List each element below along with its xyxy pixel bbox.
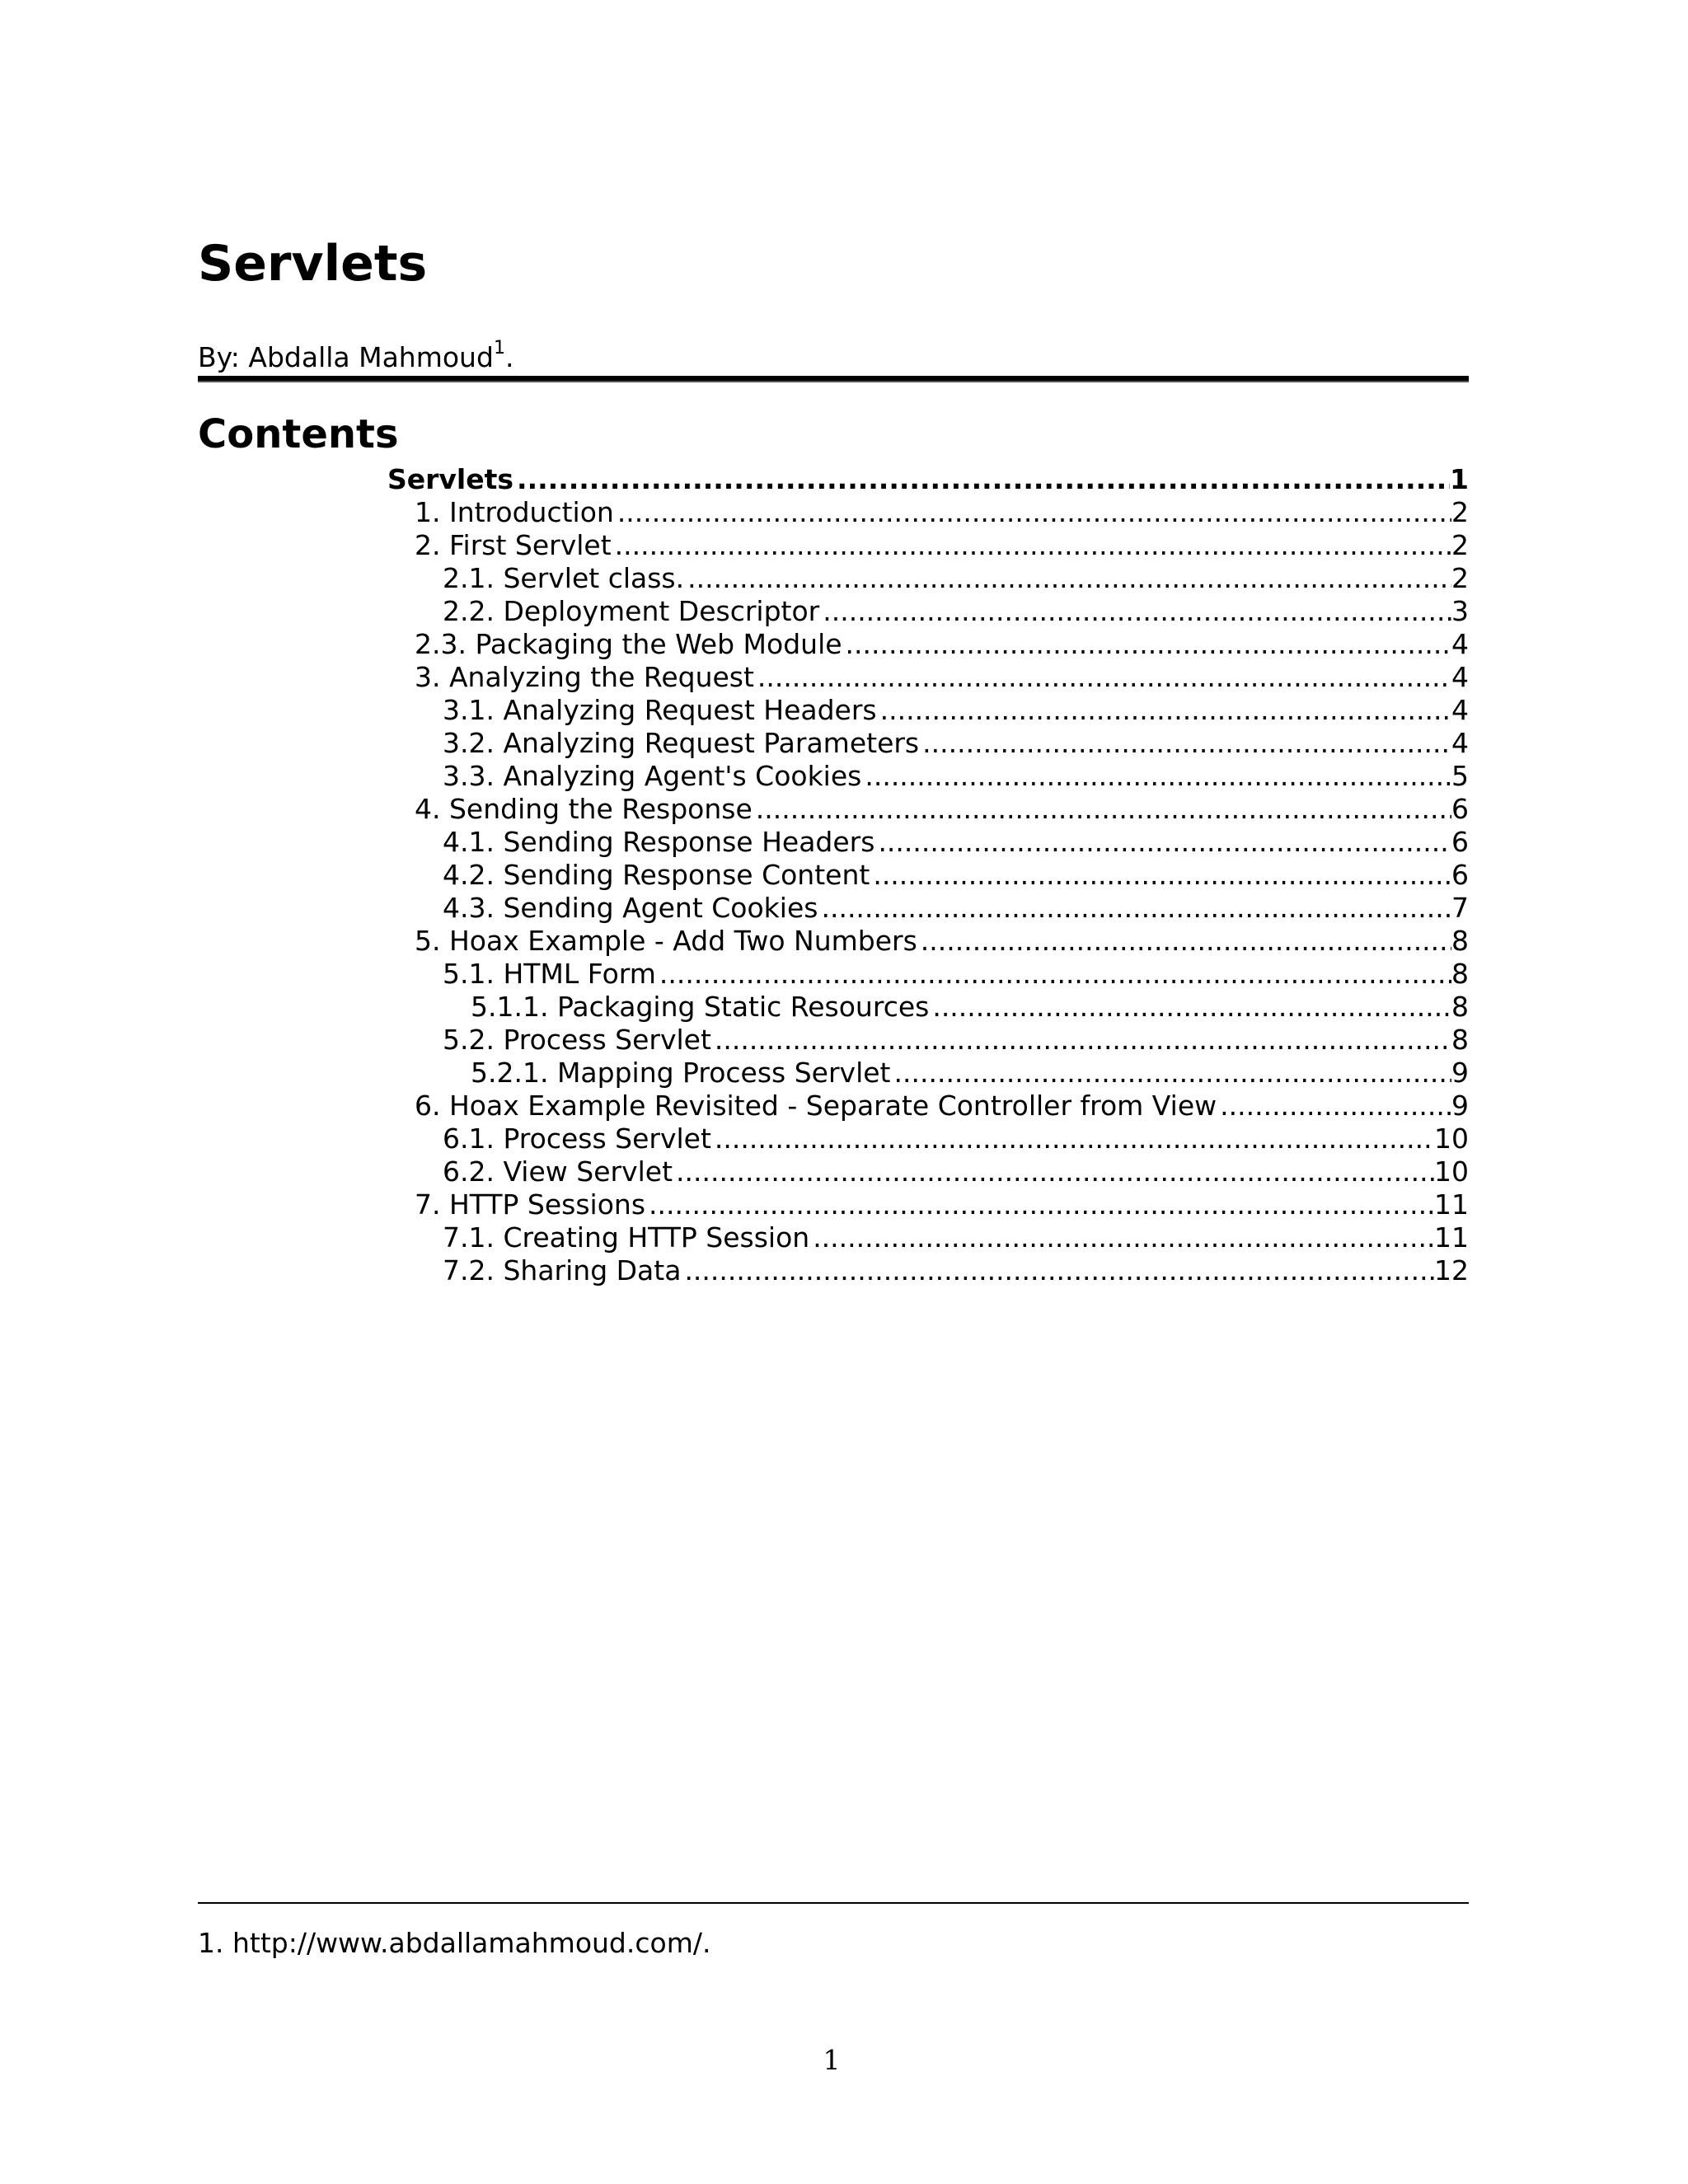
toc-entry-label: 7.2. Sharing Data	[443, 1254, 682, 1286]
title-divider	[198, 376, 1469, 381]
toc-entry-label: 6.2. View Servlet	[443, 1155, 673, 1188]
toc-entry-page: 4	[1451, 661, 1469, 693]
toc-entry-page: 2	[1451, 496, 1469, 528]
toc-dot-leader	[877, 694, 1451, 727]
toc-entry-page: 6	[1451, 793, 1469, 825]
document-title: Servlets	[198, 235, 428, 293]
toc-entry[interactable]	[387, 991, 1469, 1024]
author-byline	[198, 338, 514, 373]
toc-entry-page: 8	[1451, 958, 1469, 990]
toc-entry-label: 1. Introduction	[415, 496, 614, 528]
toc-entry[interactable]	[387, 1221, 1469, 1254]
toc-entry-page: 8	[1451, 925, 1469, 957]
toc-dot-leader	[645, 1188, 1434, 1221]
toc-entry-page: 10	[1434, 1122, 1469, 1155]
toc-entry-page: 2	[1451, 562, 1469, 594]
toc-dot-leader	[711, 1122, 1434, 1155]
toc-entry-page: 8	[1451, 991, 1469, 1023]
toc-dot-leader	[809, 1221, 1434, 1254]
toc-dot-leader	[917, 925, 1451, 958]
toc-entry[interactable]	[387, 1024, 1469, 1057]
toc-dot-leader	[929, 991, 1451, 1024]
toc-entry[interactable]	[387, 562, 1469, 595]
toc-entry-label: 4. Sending the Response	[415, 793, 753, 825]
toc-entry-label: 4.3. Sending Agent Cookies	[443, 892, 818, 924]
toc-entry-page: 2	[1451, 529, 1469, 561]
toc-entry-label: 6.1. Process Servlet	[443, 1122, 711, 1155]
toc-dot-leader	[818, 892, 1451, 925]
toc-dot-leader	[842, 628, 1451, 661]
toc-entry-label: 2.3. Packaging the Web Module	[415, 628, 842, 660]
toc-entry-page: 9	[1451, 1057, 1469, 1089]
toc-entry-label: 3.1. Analyzing Request Headers	[443, 694, 877, 726]
toc-entry-page: 12	[1434, 1254, 1469, 1286]
toc-entry-page: 1	[1450, 463, 1469, 495]
toc-entry-page: 10	[1434, 1155, 1469, 1188]
toc-entry-label: 3.3. Analyzing Agent's Cookies	[443, 760, 862, 792]
toc-dot-leader	[614, 496, 1451, 529]
toc-entry-label: 7. HTTP Sessions	[415, 1188, 646, 1221]
toc-entry[interactable]	[387, 1188, 1469, 1221]
toc-entry-page: 4	[1451, 628, 1469, 660]
toc-entry[interactable]	[387, 892, 1469, 925]
toc-dot-leader	[861, 760, 1451, 793]
toc-dot-leader	[513, 463, 1450, 496]
table-of-contents	[387, 463, 1469, 1287]
toc-entry-label: 2.1. Servlet class.	[443, 562, 685, 594]
toc-entry-label: 6. Hoax Example Revisited - Separate Controller from View	[415, 1090, 1217, 1122]
toc-entry[interactable]	[387, 760, 1469, 793]
toc-entry[interactable]	[387, 1155, 1469, 1188]
toc-dot-leader	[656, 958, 1451, 991]
toc-entry[interactable]	[387, 1254, 1469, 1287]
toc-dot-leader	[711, 1024, 1451, 1057]
toc-entry-label: 3. Analyzing the Request	[415, 661, 754, 693]
toc-entry-label: 5.1.1. Packaging Static Resources	[471, 991, 930, 1023]
toc-entry[interactable]	[387, 925, 1469, 958]
footnote: 1. http://www.abdallamahmoud.com/.	[198, 1927, 711, 1959]
page-number: 1	[823, 2044, 841, 2076]
footnote-divider	[198, 1902, 1469, 1904]
toc-entry[interactable]	[387, 859, 1469, 892]
toc-entry-page: 4	[1451, 694, 1469, 726]
toc-entry[interactable]	[387, 628, 1469, 661]
toc-dot-leader	[874, 826, 1451, 859]
toc-entry-label: 7.1. Creating HTTP Session	[443, 1221, 810, 1254]
toc-dot-leader	[891, 1057, 1452, 1090]
toc-entry[interactable]	[387, 661, 1469, 694]
toc-dot-leader	[753, 793, 1451, 826]
toc-entry-page: 9	[1451, 1090, 1469, 1122]
toc-dot-leader	[754, 661, 1451, 694]
toc-entry-label: Servlets	[387, 463, 514, 495]
toc-entry[interactable]	[387, 496, 1469, 529]
toc-dot-leader	[681, 1254, 1434, 1287]
toc-entry-label: 2.2. Deployment Descriptor	[443, 595, 820, 627]
toc-entry-label: 4.2. Sending Response Content	[443, 859, 870, 891]
toc-entry-page: 11	[1434, 1188, 1469, 1221]
toc-dot-leader	[684, 562, 1451, 595]
toc-entry[interactable]	[387, 1122, 1469, 1155]
toc-entry-label: 3.2. Analyzing Request Parameters	[443, 727, 920, 759]
toc-entry-page: 6	[1451, 859, 1469, 891]
toc-entry-page: 6	[1451, 826, 1469, 858]
toc-entry[interactable]	[387, 595, 1469, 628]
toc-entry[interactable]	[387, 1090, 1469, 1122]
toc-entry[interactable]	[387, 727, 1469, 760]
byline-period: .	[504, 341, 514, 373]
toc-entry[interactable]	[387, 958, 1469, 991]
toc-entry[interactable]	[387, 793, 1469, 826]
toc-entry[interactable]	[387, 463, 1469, 496]
toc-entry-label: 5.2. Process Servlet	[443, 1024, 711, 1056]
toc-entry-label: 5.2.1. Mapping Process Servlet	[471, 1057, 891, 1089]
toc-entry-label: 5. Hoax Example - Add Two Numbers	[415, 925, 917, 957]
toc-dot-leader	[673, 1155, 1434, 1188]
toc-entry-label: 2. First Servlet	[415, 529, 612, 561]
toc-entry[interactable]	[387, 529, 1469, 562]
toc-dot-leader	[1217, 1090, 1451, 1122]
toc-entry[interactable]	[387, 1057, 1469, 1090]
toc-entry-page: 3	[1451, 595, 1469, 627]
toc-entry-page: 4	[1451, 727, 1469, 759]
contents-heading: Contents	[198, 411, 399, 457]
toc-entry[interactable]	[387, 694, 1469, 727]
toc-entry-label: 4.1. Sending Response Headers	[443, 826, 875, 858]
toc-dot-leader	[612, 529, 1451, 562]
toc-entry-label: 5.1. HTML Form	[443, 958, 656, 990]
author-name: By: Abdalla Mahmoud	[198, 341, 494, 373]
toc-dot-leader	[870, 859, 1451, 892]
toc-entry[interactable]	[387, 826, 1469, 859]
toc-entry-page: 8	[1451, 1024, 1469, 1056]
toc-entry-page: 7	[1451, 892, 1469, 924]
footnote-reference[interactable]: 1	[493, 338, 505, 359]
toc-dot-leader	[819, 595, 1451, 628]
toc-dot-leader	[919, 727, 1451, 760]
toc-entry-page: 11	[1434, 1221, 1469, 1254]
toc-entry-page: 5	[1451, 760, 1469, 792]
